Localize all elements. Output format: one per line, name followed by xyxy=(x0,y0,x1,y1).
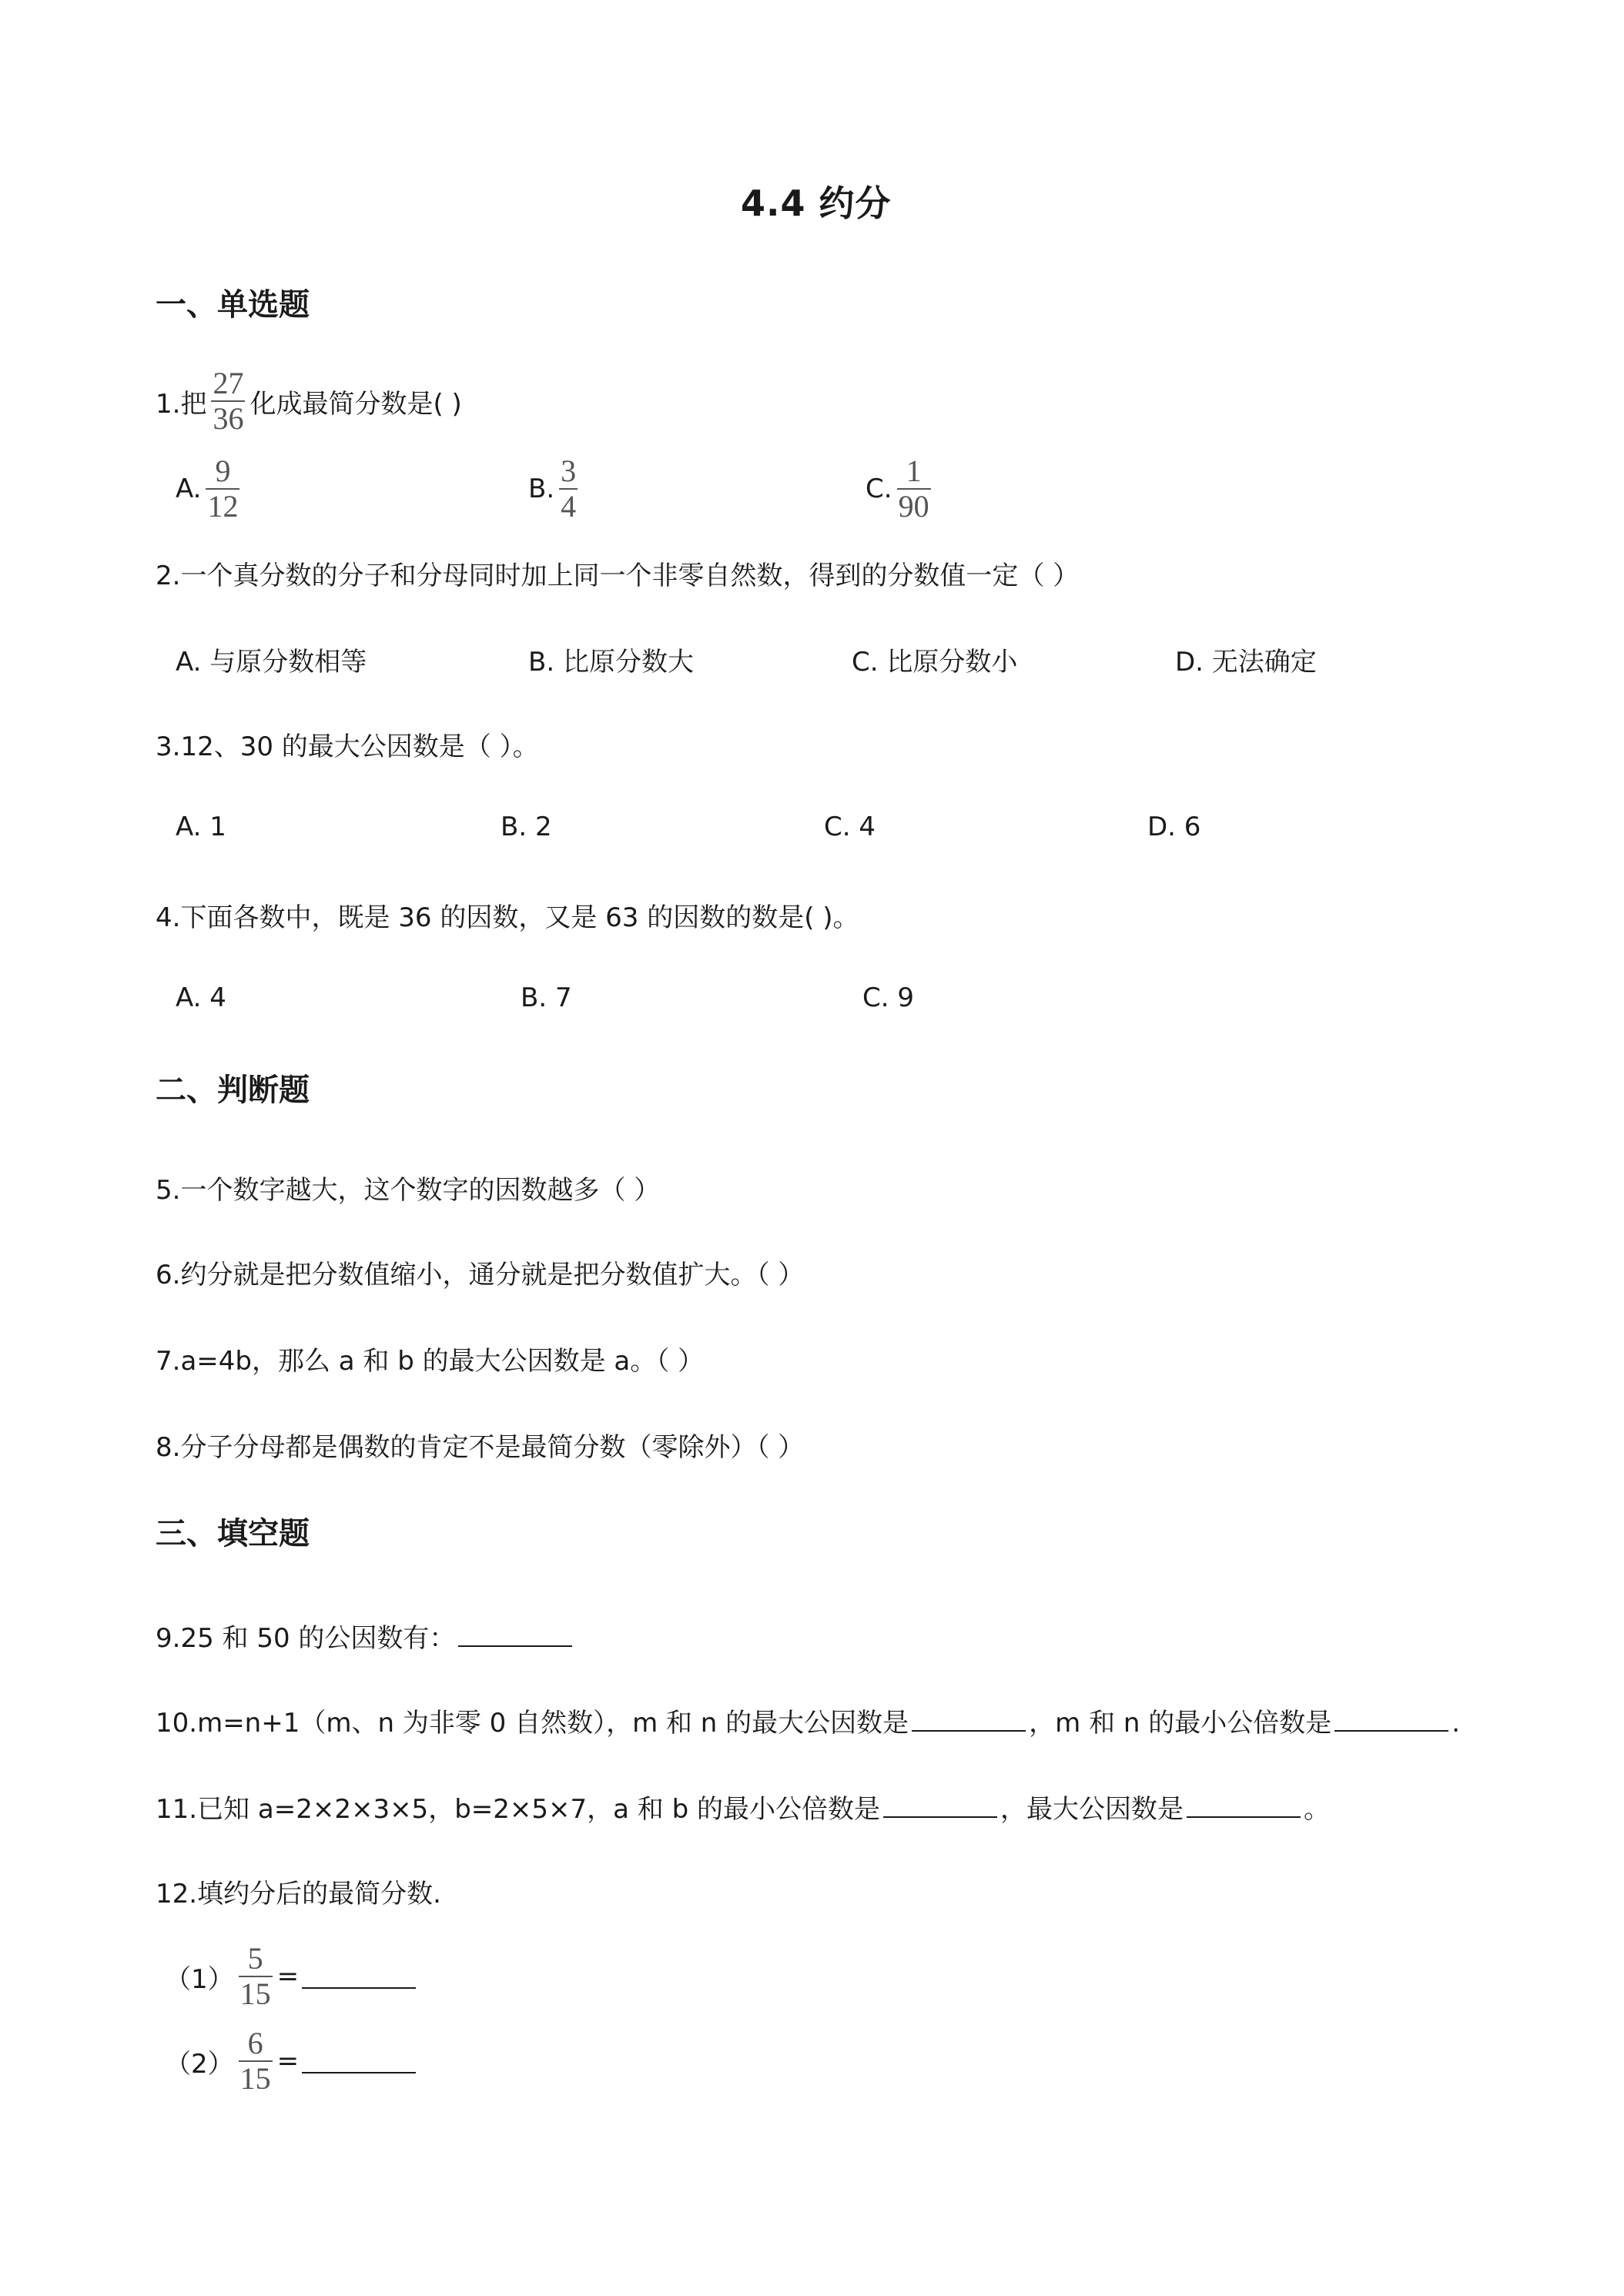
question-9-text: 9.25 和 50 的公因数有： xyxy=(156,1623,456,1654)
fraction-denominator: 90 xyxy=(898,489,929,524)
question-6: 6.约分就是把分数值缩小，通分就是把分数值扩大。（ ） xyxy=(156,1260,805,1290)
question-9 xyxy=(156,1617,575,1655)
question-1-option-a[interactable] xyxy=(176,456,244,522)
option-label: C. xyxy=(866,474,892,504)
question-7: 7.a=4b，那么 a 和 b 的最大公因数是 a。（ ） xyxy=(156,1346,705,1377)
fraction-denominator: 4 xyxy=(561,489,577,524)
question-11-part3: 。 xyxy=(1303,1794,1330,1825)
fraction-numerator: 3 xyxy=(561,454,577,488)
option-fraction xyxy=(559,456,578,522)
fraction-numerator: 9 xyxy=(215,454,231,488)
fraction-denominator: 15 xyxy=(239,1976,271,2011)
question-10 xyxy=(156,1702,1460,1739)
question-8: 8.分子分母都是偶数的肯定不是最简分数（零除外）（ ） xyxy=(156,1432,805,1463)
answer-blank[interactable] xyxy=(458,1622,572,1647)
equals-sign: = xyxy=(276,2046,300,2077)
question-4-option-a[interactable]: A. 4 xyxy=(176,982,226,1013)
question-11-part1: 11.已知 a=2×2×3×5，b=2×5×7，a 和 b 的最小公倍数是 xyxy=(156,1794,880,1825)
question-3-option-c[interactable]: C. 4 xyxy=(824,812,876,842)
equals-sign: = xyxy=(276,1961,300,1992)
answer-blank[interactable] xyxy=(1187,1793,1301,1818)
question-3-option-b[interactable]: B. 2 xyxy=(501,812,552,842)
question-1 xyxy=(156,368,462,434)
fraction-numerator: 6 xyxy=(247,2026,263,2060)
question-10-part2: ，m 和 n 的最小公倍数是 xyxy=(1029,1708,1332,1739)
question-10-part1: 10.m=n+1（m、n 为非零 0 自然数），m 和 n 的最大公因数是 xyxy=(156,1708,909,1739)
item-label: （2） xyxy=(165,2048,234,2080)
question-12: 12.填约分后的最简分数. xyxy=(156,1879,441,1909)
question-2-option-b[interactable]: B. 比原分数大 xyxy=(528,647,694,678)
option-fraction xyxy=(206,456,239,522)
section-heading-single-choice: 一、单选题 xyxy=(156,287,310,323)
answer-blank[interactable] xyxy=(302,1964,416,1989)
fraction-numerator: 27 xyxy=(213,366,244,400)
question-12-item-2 xyxy=(165,2028,419,2094)
question-4: 4.下面各数中，既是 36 的因数，又是 63 的因数的数是( )。 xyxy=(156,902,859,933)
fraction-numerator: 1 xyxy=(906,454,922,488)
question-3-option-d[interactable]: D. 6 xyxy=(1147,812,1201,842)
fraction-numerator: 5 xyxy=(247,1941,263,1976)
question-12-item-1 xyxy=(165,1943,419,2010)
item-fraction xyxy=(239,2028,273,2094)
question-11-part2: ，最大公因数是 xyxy=(1000,1794,1184,1825)
fraction-denominator: 12 xyxy=(207,489,239,524)
item-fraction xyxy=(239,1943,273,2010)
item-label: （1） xyxy=(165,1963,234,1995)
question-11 xyxy=(156,1788,1330,1826)
question-10-part3: . xyxy=(1452,1708,1461,1739)
answer-blank[interactable] xyxy=(302,2049,416,2073)
question-2-option-c[interactable]: C. 比原分数小 xyxy=(852,647,1018,678)
answer-blank[interactable] xyxy=(912,1707,1026,1732)
question-5: 5.一个数字越大，这个数字的因数越多（ ） xyxy=(156,1175,661,1206)
option-label: B. xyxy=(528,474,555,504)
question-3: 3.12、30 的最大公因数是（ ）。 xyxy=(156,731,539,762)
question-2: 2.一个真分数的分子和分母同时加上同一个非零自然数，得到的分数值一定（ ） xyxy=(156,561,1080,591)
answer-blank[interactable] xyxy=(1334,1707,1448,1732)
option-fraction xyxy=(897,456,931,522)
answer-blank[interactable] xyxy=(883,1793,997,1818)
question-1-option-c[interactable] xyxy=(866,456,936,522)
question-2-option-d[interactable]: D. 无法确定 xyxy=(1175,647,1317,678)
fraction-denominator: 36 xyxy=(213,401,244,436)
question-1-prefix: 1.把 xyxy=(156,388,207,420)
question-4-option-c[interactable]: C. 9 xyxy=(862,982,914,1013)
question-4-option-b[interactable]: B. 7 xyxy=(521,982,572,1013)
question-1-suffix: 化成最简分数是( ) xyxy=(249,388,462,420)
question-1-fraction xyxy=(211,368,245,434)
question-1-option-b[interactable] xyxy=(528,456,582,522)
option-label: A. xyxy=(176,474,202,504)
question-2-option-a[interactable]: A. 与原分数相等 xyxy=(176,647,367,678)
question-3-option-a[interactable]: A. 1 xyxy=(176,812,226,842)
page-title: 4.4 约分 xyxy=(741,182,892,224)
section-heading-true-false: 二、判断题 xyxy=(156,1073,310,1108)
section-heading-fill-blank: 三、填空题 xyxy=(156,1516,310,1551)
fraction-denominator: 15 xyxy=(239,2061,271,2096)
